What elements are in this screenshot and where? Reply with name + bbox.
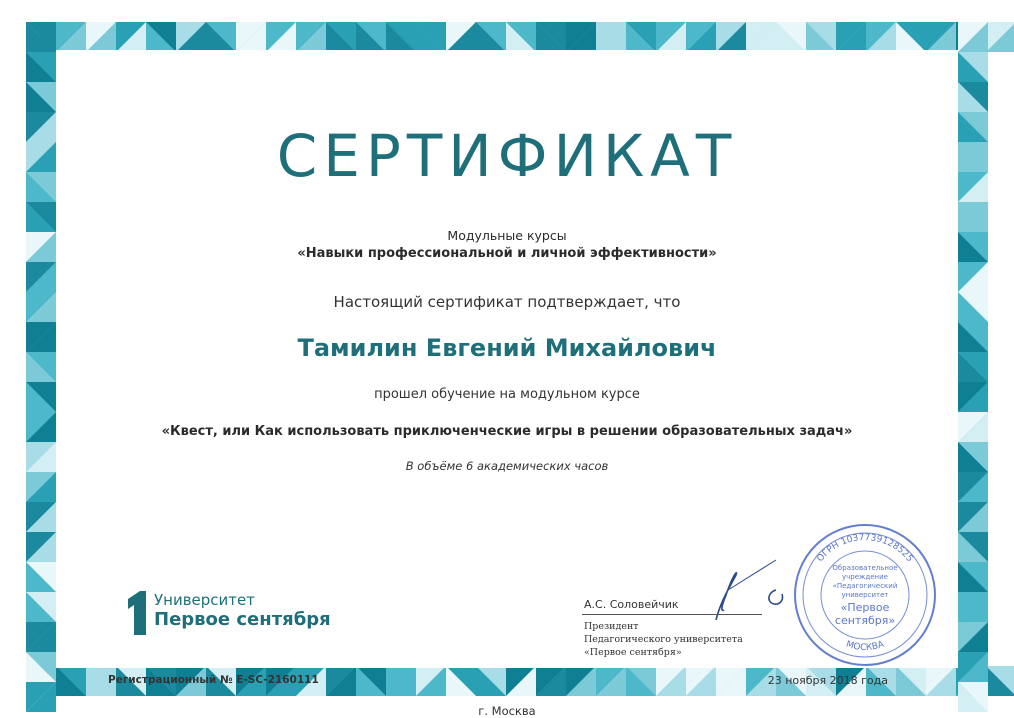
handwritten-signature [676, 530, 796, 620]
signer-title-line: Педагогического университета [584, 634, 743, 645]
svg-text:МОСКВА [845, 639, 887, 653]
stamp-center-line: «Первое [840, 601, 890, 614]
university-logo [124, 587, 334, 637]
signer-title [584, 620, 743, 659]
logo-text-university: Университет [154, 591, 255, 609]
recipient-name: Тамилин Евгений Михайлович [297, 334, 717, 362]
stamp-center-line: сентября» [834, 614, 896, 627]
stamp-ring-top: ОГРН 1037739128525 [815, 532, 915, 565]
certificate-body [56, 50, 958, 718]
svg-text:ОГРН 1037739128525 [815, 533, 914, 564]
course-name: «Навыки профессиональной и личной эффективности» [297, 246, 717, 261]
logo-mark-icon [124, 591, 150, 635]
completion-text: прошел обучение на модульном курсе [374, 387, 640, 402]
course-volume: В объёме 6 академических часов [405, 459, 609, 473]
signer-title-line: «Первое сентября» [584, 647, 682, 658]
program-name: «Квест, или Как использовать приключенческие игры в решении образовательных задач» [161, 424, 853, 439]
stamp-center-line: учреждение [842, 573, 888, 581]
registration-number: Регистрационный № E-SC-2160111 [108, 674, 319, 686]
certificate-title: СЕРТИФИКАТ [276, 122, 738, 190]
logo-text-name: Первое сентября [154, 609, 331, 630]
stamp-ring-bottom: МОСКВА [844, 639, 886, 654]
certificate-frame [26, 22, 988, 718]
signature-line [582, 614, 762, 615]
course-type: Модульные курсы [447, 228, 567, 243]
signer-name: А.С. Соловейчик [584, 598, 679, 611]
official-stamp [790, 520, 940, 670]
stamp-center-line: университет [841, 591, 889, 599]
stamp-center-line: «Педагогический [832, 582, 898, 590]
stamp-center-line: Образовательное [832, 564, 898, 572]
issue-date: 23 ноября 2018 года [767, 674, 888, 687]
issue-city: г. Москва [478, 704, 536, 718]
signer-title-line: Президент [584, 621, 639, 632]
confirmation-text: Настоящий сертификат подтверждает, что [333, 293, 681, 311]
